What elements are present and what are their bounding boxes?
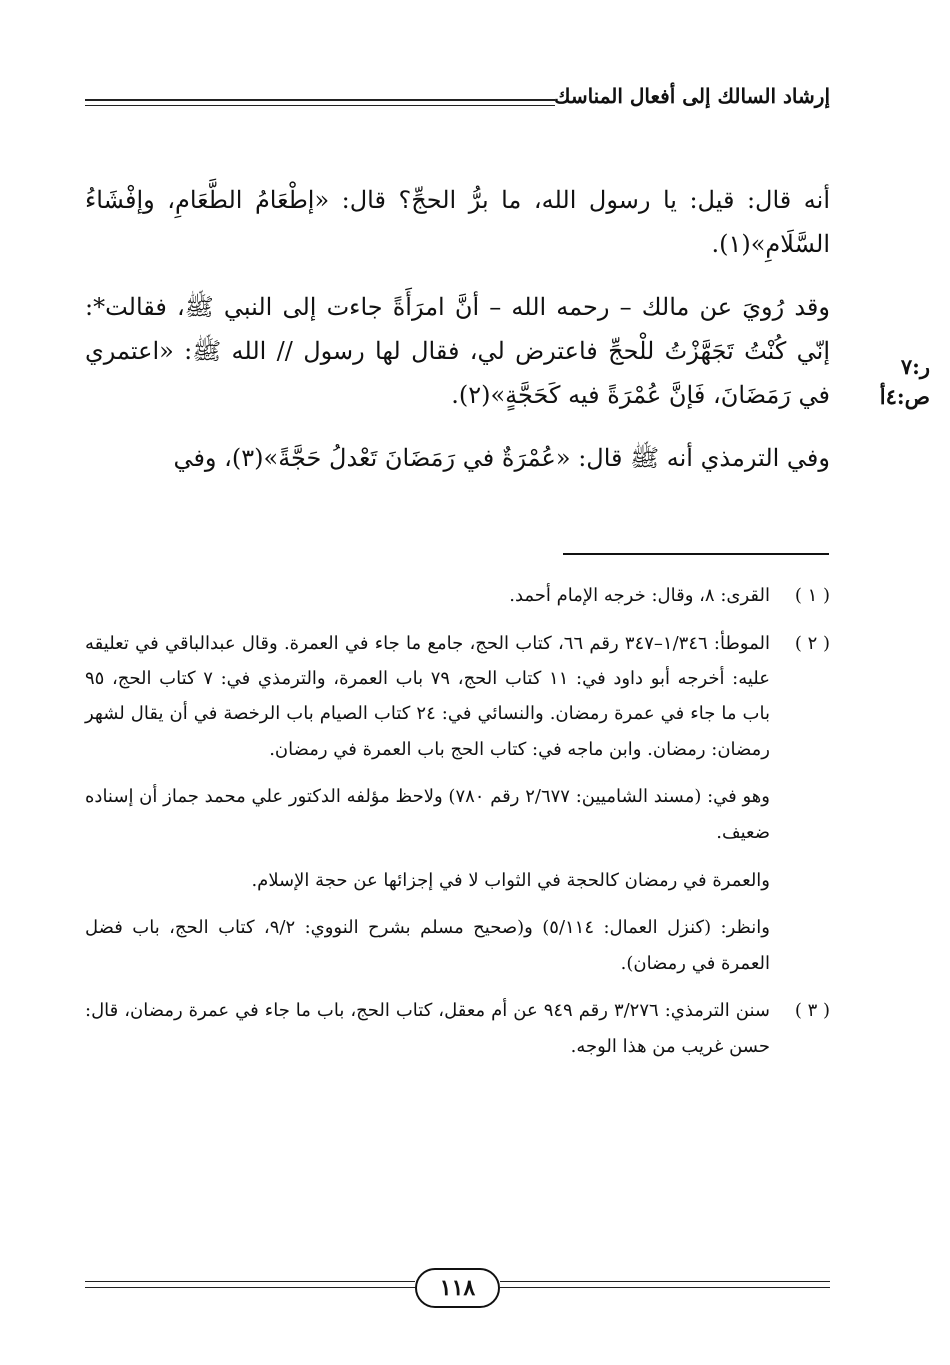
- footnote-2: [85, 626, 830, 981]
- footer-rule: [500, 1287, 830, 1288]
- page-footer: [85, 1268, 830, 1314]
- footnote-separator: [563, 553, 829, 555]
- footnote-body: [85, 578, 770, 613]
- page-number: ١١٨: [415, 1268, 500, 1308]
- book-title: إرشاد السالك إلى أفعال المناسك: [553, 84, 830, 108]
- running-header: [85, 82, 830, 122]
- footnote-number: ( ٢ ): [794, 632, 830, 654]
- margin-note: [840, 352, 930, 412]
- footnotes: [85, 578, 830, 1077]
- footer-rule: [500, 1281, 830, 1282]
- main-paragraph: وفي الترمذي أنه ﷺ قال: «عُمْرَةٌ في رَمَضَانَ تَعْدلُ حَجَّةً»(٣)، وفي: [173, 444, 830, 472]
- main-paragraph: وقد رُويَ عن مالك – رحمه الله – أنَّ امرَأَةً جاءت إلى النبي ﷺ، فقالت*: إنّي كُنْتُ تَجَهَّزْتُ للْحجِّ فاعترض لي، فقال لها رسول // الله ﷺ: «اعتمري في رَمَضَانَ، فَإنَّ عُمْرَةً فيه كَحَجَّةٍ»(٢).: [85, 293, 830, 409]
- footnote-text: وهو في: (مسند الشاميين: ٢/٦٧٧ رقم ٧٨٠) ولاحظ مؤلفه الدكتور علي محمد جماز أن إسناده ضعيف.: [85, 786, 770, 843]
- main-paragraph: أنه قال: قيل: يا رسول الله، ما برُّ الحجِّ؟ قال: «إطْعَامُ الطَّعَامِ، وإفْشَاءُ السَّلَامِ»(١).: [85, 186, 830, 258]
- footnote-text: الموطأ: ١/٣٤٦–٣٤٧ رقم ٦٦، كتاب الحج، جامع ما جاء في العمرة. وقال عبدالباقي في تعليقه عليه: أخرجه أبو داود في: ١١ كتاب الحج، ٧٩ باب العمرة، والترمذي في: ٧ كتاب الحج، ٩٥ باب ما جاء في عمرة رمضان. والنسائي في: ٢٤ كتاب الصيام باب الرخصة في أن يقال لشهر رمضان: رمضان. وابن ماجه في: كتاب الحج باب العمرة في رمضان.: [85, 632, 771, 760]
- footnote-number: ( ٣ ): [794, 1000, 830, 1022]
- main-text: [85, 178, 830, 499]
- footer-rule: [85, 1281, 415, 1282]
- footnote-body: [85, 626, 770, 981]
- header-rule: [85, 105, 555, 106]
- footnote-number: ( ١ ): [794, 585, 830, 606]
- footnote-text: وانظر: (كنزل العمال: ٥/١١٤) و(صحيح مسلم بشرح النووي: ٩/٢، كتاب الحج، باب فضل العمرة في رمضان).: [85, 917, 770, 974]
- footnote-body: [85, 993, 770, 1064]
- footnote-text: سنن الترمذي: ٣/٢٧٦ رقم ٩٤٩ عن أم معقل، كتاب الحج، باب ما جاء في عمرة رمضان، قال: حسن غريب من هذا الوجه.: [85, 1000, 770, 1057]
- footnote-3: [85, 993, 830, 1064]
- footnote-text: القرى: ٨، وقال: خرجه الإمام أحمد.: [509, 585, 770, 606]
- footer-rule: [85, 1287, 415, 1288]
- footnote-1: [85, 578, 830, 613]
- margin-note-line: ر:٧: [900, 354, 930, 379]
- footnote-text: والعمرة في رمضان كالحجة في الثواب لا في إجزائها عن حجة الإسلام.: [251, 869, 770, 891]
- header-rule: [85, 99, 555, 101]
- margin-note-line: ص:٤أ: [879, 384, 930, 409]
